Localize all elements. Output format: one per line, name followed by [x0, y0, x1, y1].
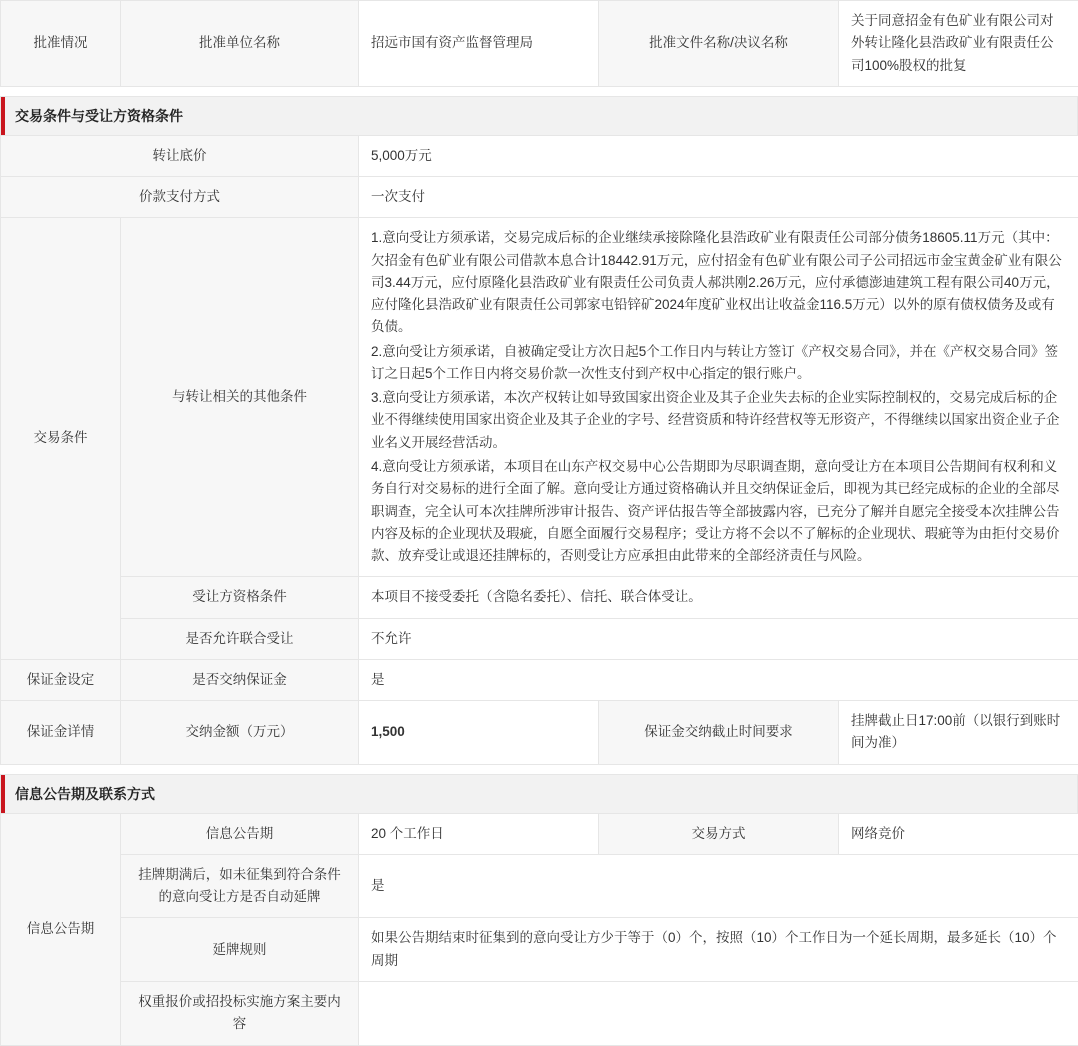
extend-rule-label: 延牌规则: [121, 918, 359, 982]
auto-extend-value: 是: [359, 854, 1078, 918]
table-row: [1, 813, 1078, 854]
payment-method-value: 一次支付: [359, 177, 1078, 218]
notice-period-value: 20 个工作日: [359, 813, 599, 854]
table-row: [1, 701, 1078, 765]
deposit-required-label: 是否交纳保证金: [121, 659, 359, 700]
deposit-amount-label: 交纳金额（万元）: [121, 701, 359, 765]
table-row: [1, 854, 1078, 918]
section-header-notice-period: 信息公告期及联系方式: [0, 774, 1078, 813]
notice-period-table: [0, 813, 1078, 1046]
joint-transfer-value: 不允许: [359, 618, 1078, 659]
other-conditions-value: [359, 218, 1078, 577]
other-condition-item-3: 3.意向受让方须承诺，本次产权转让如导致国家出资企业及其子企业失去标的企业实际控制权的，交易完成后标的企业不得继续使用国家出资企业及其子企业的字号、经营资质和特许经营权等无形资产，不得继续以国家出资企业子企业名义开展经营活动。: [371, 387, 1066, 454]
approval-status-label: 批准情况: [1, 1, 121, 87]
base-price-label: 转让底价: [1, 135, 359, 176]
section-spacer: [0, 87, 1078, 96]
table-row: [1, 981, 1078, 1045]
table-row: [1, 577, 1078, 618]
weight-plan-value: [359, 981, 1078, 1045]
trade-method-label: 交易方式: [599, 813, 839, 854]
notice-group-label: 信息公告期: [1, 813, 121, 1045]
qualification-label: 受让方资格条件: [121, 577, 359, 618]
deposit-detail-group-label: 保证金详情: [1, 701, 121, 765]
table-row: [1, 918, 1078, 982]
deposit-deadline-label: 保证金交纳截止时间要求: [599, 701, 839, 765]
other-conditions-label: 与转让相关的其他条件: [121, 218, 359, 577]
approval-unit-value: 招远市国有资产监督管理局: [359, 1, 599, 87]
deposit-deadline-value: 挂牌截止日17:00前（以银行到账时间为准）: [839, 701, 1078, 765]
joint-transfer-label: 是否允许联合受让: [121, 618, 359, 659]
qualification-value: 本项目不接受委托（含隐名委托）、信托、联合体受让。: [359, 577, 1078, 618]
trade-conditions-table: [0, 135, 1078, 765]
deposit-required-value: 是: [359, 659, 1078, 700]
table-row: [1, 135, 1078, 176]
trade-method-value: 网络竞价: [839, 813, 1078, 854]
table-row: [1, 218, 1078, 577]
other-condition-item-1: 1.意向受让方须承诺，交易完成后标的企业继续承接除隆化县浩政矿业有限责任公司部分债务18605.11万元（其中：欠招金有色矿业有限公司借款本息合计18442.91万元，应付招金有色矿业有限公司子公司招远市金宝黄金矿业有限公司3.44万元，应付原隆化县浩政矿业有限责任公司负责人郝洪刚2.26万元，应付承德澎迪建筑工程有限公司40万元，应付隆化县浩政矿业有限责任公司郭家屯铅锌矿2024年度矿业权出让收益金116.5万元）以外的原有债权债务及或有负债。: [371, 227, 1066, 338]
approval-unit-label: 批准单位名称: [121, 1, 359, 87]
weight-plan-label: 权重报价或招投标实施方案主要内容: [121, 981, 359, 1045]
base-price-value: 5,000万元: [359, 135, 1078, 176]
approval-table: [0, 0, 1078, 87]
other-condition-item-4: 4.意向受让方须承诺，本项目在山东产权交易中心公告期即为尽职调查期，意向受让方在本项目公告期间有权利和义务自行对交易标的进行全面了解。意向受让方通过资格确认并且交纳保证金后，即视为其已经完成标的企业的全部尽职调查，完全认可本次挂牌所涉审计报告、资产评估报告等全部披露内容，已充分了解并自愿完全接受本次挂牌公告内容及标的企业现状及瑕疵，自愿全面履行交易程序；受让方将不会以不了解标的企业现状、瑕疵等为由拒付交易价款、放弃受让或退还挂牌标的，否则受让方应承担由此带来的全部经济责任与风险。: [371, 456, 1066, 567]
payment-method-label: 价款支付方式: [1, 177, 359, 218]
extend-rule-value: 如果公告期结束时征集到的意向受让方少于等于（0）个，按照（10）个工作日为一个延长周期，最多延长（10）个周期: [359, 918, 1078, 982]
deposit-setting-group-label: 保证金设定: [1, 659, 121, 700]
table-row: [1, 1, 1078, 87]
other-condition-item-2: 2.意向受让方须承诺，自被确定受让方次日起5个工作日内与转让方签订《产权交易合同》，并在《产权交易合同》签订之日起5个工作日内将交易价款一次性支付到产权中心指定的银行账户。: [371, 341, 1066, 386]
notice-period-label: 信息公告期: [121, 813, 359, 854]
trade-conditions-group-label: 交易条件: [1, 218, 121, 660]
table-row: [1, 618, 1078, 659]
approval-doc-value: 关于同意招金有色矿业有限公司对外转让隆化县浩政矿业有限责任公司100%股权的批复: [839, 1, 1078, 87]
section-spacer: [0, 765, 1078, 774]
table-row: [1, 177, 1078, 218]
auto-extend-label: 挂牌期满后，如未征集到符合条件的意向受让方是否自动延牌: [121, 854, 359, 918]
section-header-trade-conditions: 交易条件与受让方资格条件: [0, 96, 1078, 135]
approval-doc-label: 批准文件名称/决议名称: [599, 1, 839, 87]
deposit-amount-value: 1,500: [359, 701, 599, 765]
table-row: [1, 659, 1078, 700]
